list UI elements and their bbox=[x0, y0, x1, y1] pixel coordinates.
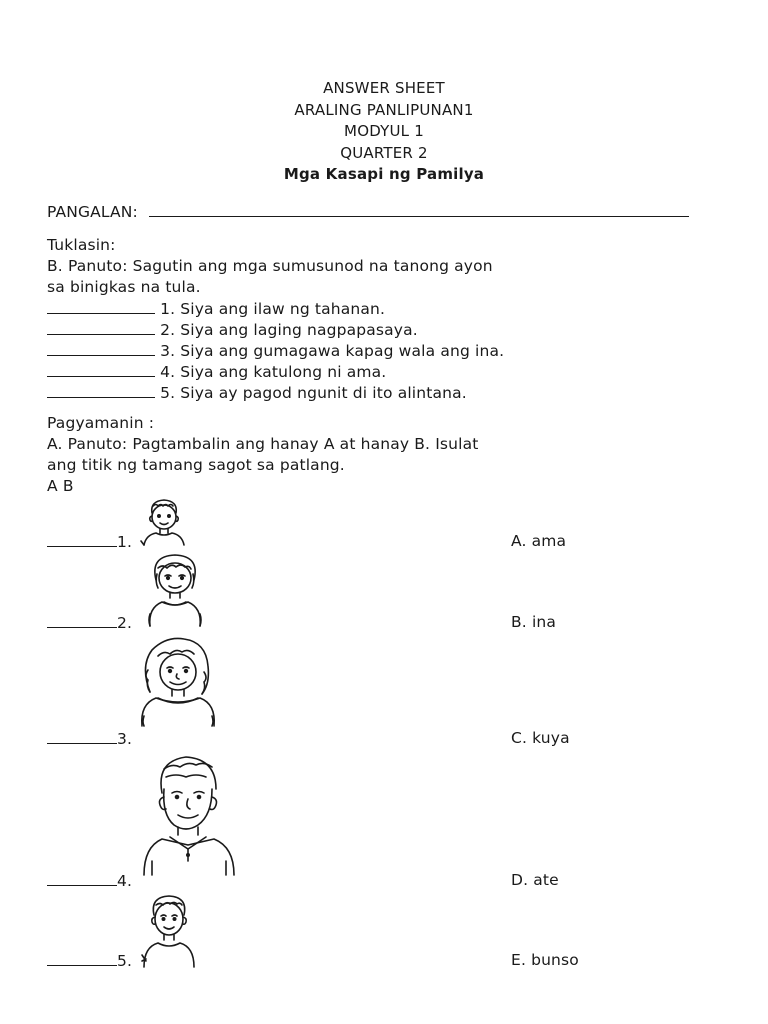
sheet-header bbox=[0, 78, 768, 186]
choice-e: E. bunso bbox=[511, 951, 579, 969]
match-row-5 bbox=[47, 951, 132, 970]
match-number: 2. bbox=[117, 614, 133, 632]
question-text: 1. Siya ang ilaw ng tahanan. bbox=[160, 300, 386, 318]
question-text: 3. Siya ang gumagawa kapag wala ang ina. bbox=[160, 342, 505, 360]
match-blank[interactable] bbox=[47, 532, 117, 547]
match-blank[interactable] bbox=[47, 871, 117, 886]
header-subject: ARALING PANLIPUNAN1 bbox=[294, 100, 474, 119]
question-row bbox=[47, 299, 385, 318]
match-blank[interactable] bbox=[47, 729, 117, 744]
answer-blank[interactable] bbox=[47, 362, 155, 377]
match-number: 1. bbox=[117, 533, 133, 551]
page-title: Mga Kasapi ng Pamilya bbox=[283, 165, 485, 183]
match-row-4 bbox=[47, 871, 132, 890]
question-row bbox=[47, 320, 418, 339]
choice-d: D. ate bbox=[511, 871, 559, 889]
answer-blank[interactable] bbox=[47, 341, 155, 356]
question-row bbox=[47, 341, 504, 360]
name-blank[interactable] bbox=[149, 202, 689, 217]
choice-b: B. ina bbox=[511, 613, 557, 631]
match-number: 4. bbox=[117, 872, 133, 890]
match-row-1 bbox=[47, 532, 132, 551]
name-row bbox=[47, 202, 689, 221]
match-row-2 bbox=[47, 613, 132, 632]
answer-blank[interactable] bbox=[47, 299, 155, 314]
answer-blank[interactable] bbox=[47, 383, 155, 398]
pagyamanin-instruction-2: ang titik ng tamang sagot sa patlang. bbox=[47, 456, 345, 474]
pagyamanin-instruction-1: A. Panuto: Pagtambalin ang hanay A at hanay B. Isulat bbox=[47, 435, 479, 453]
question-text: 2. Siya ang laging nagpapasaya. bbox=[160, 321, 418, 339]
match-number: 3. bbox=[117, 730, 133, 748]
question-row bbox=[47, 383, 467, 402]
header-quarter: QUARTER 2 bbox=[340, 143, 428, 162]
answer-blank[interactable] bbox=[47, 320, 155, 335]
tuklasin-instruction-1: B. Panuto: Sagutin ang mga sumusunod na tanong ayon bbox=[47, 257, 493, 275]
man-icon bbox=[140, 753, 240, 881]
tuklasin-heading: Tuklasin: bbox=[47, 236, 116, 254]
column-headers: A B bbox=[47, 477, 74, 495]
match-row-3 bbox=[47, 729, 132, 748]
question-row bbox=[47, 362, 386, 381]
choice-c: C. kuya bbox=[511, 729, 570, 747]
question-text: 5. Siya ay pagod ngunit di ito alintana. bbox=[160, 384, 467, 402]
header-answer-sheet: ANSWER SHEET bbox=[323, 79, 445, 97]
choice-a: A. ama bbox=[511, 532, 567, 550]
baby-boy-icon bbox=[138, 497, 190, 551]
young-girl-icon bbox=[140, 552, 210, 632]
name-label: PANGALAN: bbox=[47, 203, 138, 221]
match-number: 5. bbox=[117, 952, 133, 970]
match-blank[interactable] bbox=[47, 951, 117, 966]
header-module: MODYUL 1 bbox=[344, 122, 424, 140]
woman-icon bbox=[136, 636, 220, 734]
question-text: 4. Siya ang katulong ni ama. bbox=[160, 363, 387, 381]
match-blank[interactable] bbox=[47, 613, 117, 628]
young-boy-icon bbox=[138, 893, 200, 973]
tuklasin-instruction-2: sa binigkas na tula. bbox=[47, 278, 201, 296]
pagyamanin-heading: Pagyamanin : bbox=[47, 414, 155, 432]
